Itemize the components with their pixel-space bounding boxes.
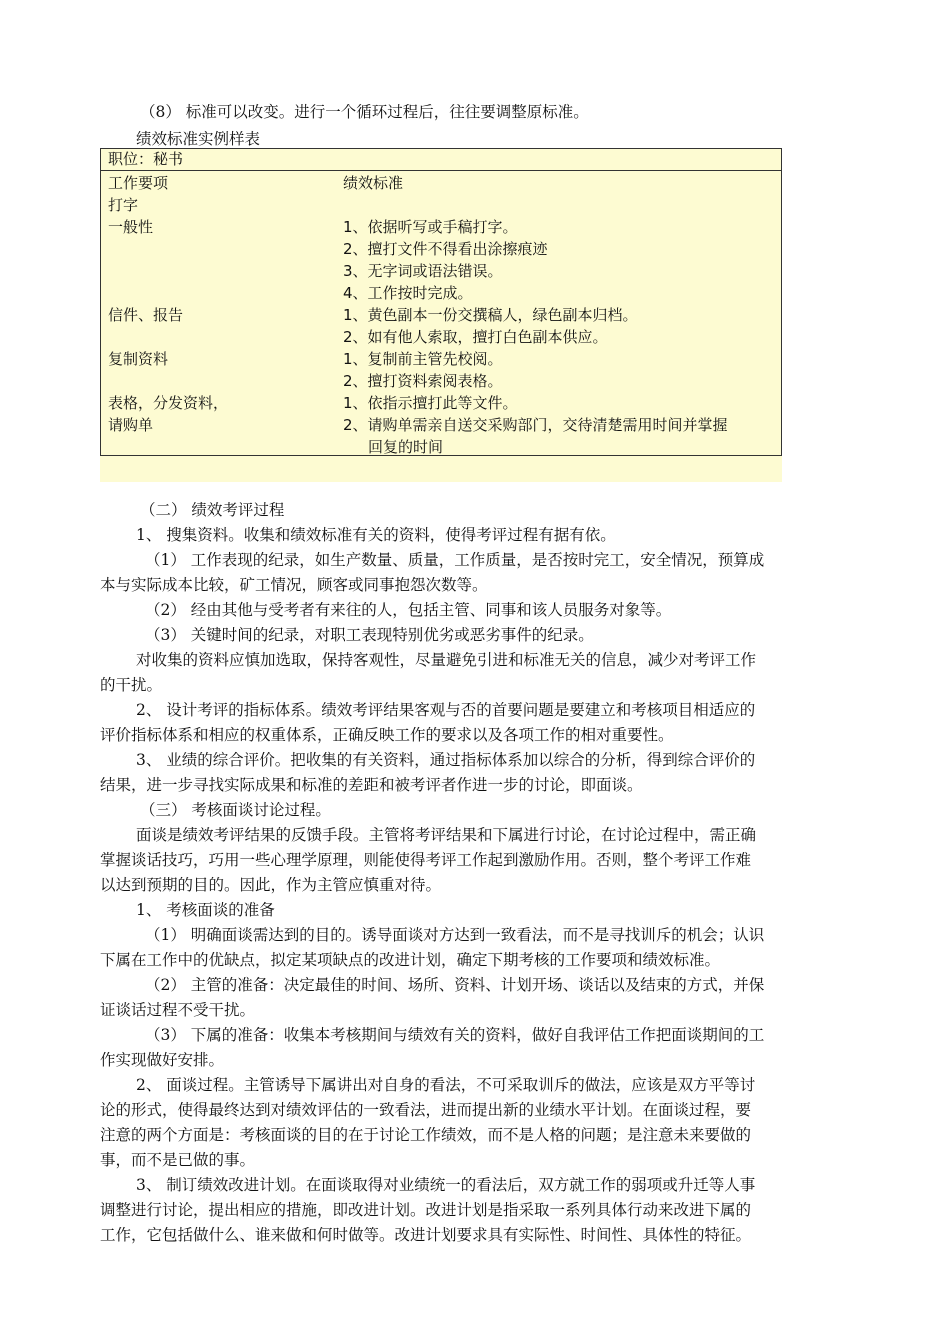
table-row-standard: 3、无字词或语法错误。 bbox=[343, 262, 503, 280]
paragraph-line: （3） 关键时间的纪录，对职工表现特别优劣或恶劣事件的纪录。 bbox=[145, 626, 594, 644]
paragraph-line: 3、 业绩的综合评价。把收集的有关资料，通过指标体系加以综合的分析，得到综合评价的 bbox=[136, 751, 756, 769]
paragraph-line: 作实现做好安排。 bbox=[100, 1051, 225, 1069]
table-row-standard: 1、依据听写或手稿打字。 bbox=[343, 218, 518, 236]
table-row-standard: 2、请购单需亲自送交采购部门，交待清楚需用时间并掌握 bbox=[343, 416, 728, 434]
paragraph-line: （2） 经由其他与受考者有来往的人，包括主管、同事和该人员服务对象等。 bbox=[145, 601, 672, 619]
paragraph-line: 调整进行讨论，提出相应的措施，即改进计划。改进计划是指采取一系列具体行动来改进下属的 bbox=[100, 1201, 752, 1219]
paragraph-line: 工作，它包括做什么、谁来做和何时做等。改进计划要求具有实际性、时间性、具体性的特征。 bbox=[100, 1226, 752, 1244]
paragraph-line: 1、 搜集资料。收集和绩效标准有关的资料，使得考评过程有据有依。 bbox=[136, 526, 616, 544]
table-row-standard: 2、如有他人索取，擅打白色副本供应。 bbox=[343, 328, 608, 346]
paragraph-line: 证谈话过程不受干扰。 bbox=[100, 1001, 256, 1019]
paragraph-line: （3） 下属的准备：收集本考核期间与绩效有关的资料，做好自我评估工作把面谈期间的工 bbox=[145, 1026, 765, 1044]
table-row-item: 信件、报告 bbox=[108, 306, 184, 324]
table-header-right: 绩效标准 bbox=[343, 174, 404, 192]
paragraph-line: （2） 主管的准备：决定最佳的时间、场所、资料、计划开场、谈话以及结束的方式，并保 bbox=[145, 976, 765, 994]
table-row-standard: 4、工作按时完成。 bbox=[343, 284, 473, 302]
table-position-label: 职位：秘书 bbox=[108, 150, 184, 168]
table-header-left: 工作要项 bbox=[108, 174, 169, 192]
paragraph-line: 面谈是绩效考评结果的反馈手段。主管将考评结果和下属进行讨论，在讨论过程中，需正确 bbox=[136, 826, 757, 844]
paragraph-line: 下属在工作中的优缺点，拟定某项缺点的改进计划，确定下期考核的工作要项和绩效标准。 bbox=[100, 951, 721, 969]
paragraph-line: 以达到预期的目的。因此，作为主管应慎重对待。 bbox=[100, 876, 442, 894]
table-divider bbox=[100, 170, 782, 171]
paragraph-line: 事，而不是已做的事。 bbox=[100, 1151, 256, 1169]
performance-standard-table bbox=[100, 148, 782, 482]
table-row-standard: 1、复制前主管先校阅。 bbox=[343, 350, 503, 368]
table-row-standard: 回复的时间 bbox=[368, 438, 444, 456]
paragraph-line: 对收集的资料应慎加选取，保持客观性，尽量避免引进和标准无关的信息，减少对考评工作 bbox=[136, 651, 757, 669]
table-row-standard: 2、擅打资料索阅表格。 bbox=[343, 372, 503, 390]
table-row-item: 打字 bbox=[108, 196, 139, 214]
table-row-item: 请购单 bbox=[108, 416, 154, 434]
paragraph-line: （1） 明确面谈需达到的目的。诱导面谈对方达到一致看法，而不是寻找训斥的机会；认识 bbox=[145, 926, 765, 944]
table-row-item: 复制资料 bbox=[108, 350, 169, 368]
table-caption: 绩效标准实例样表 bbox=[136, 130, 261, 148]
section-heading: （二） 绩效考评过程 bbox=[140, 501, 285, 519]
paragraph-line: 2、 面谈过程。主管诱导下属讲出对自身的看法，不可采取训斥的做法，应该是双方平等讨 bbox=[136, 1076, 756, 1094]
paragraph-line: 的干扰。 bbox=[100, 676, 163, 694]
paragraph-line: 3、 制订绩效改进计划。在面谈取得对业绩统一的看法后，双方就工作的弱项或升迁等人事 bbox=[136, 1176, 756, 1194]
table-row-standard: 2、擅打文件不得看出涂擦痕迹 bbox=[343, 240, 548, 258]
paragraph-line: 评价指标体系和相应的权重体系，正确反映工作的要求以及各项工作的相对重要性。 bbox=[100, 726, 674, 744]
paragraph-line: 注意的两个方面是：考核面谈的目的在于讨论工作绩效，而不是人格的问题；是注意未来要做的 bbox=[100, 1126, 752, 1144]
paragraph-line: 结果，进一步寻找实际成果和标准的差距和被考评者作进一步的讨论，即面谈。 bbox=[100, 776, 643, 794]
table-row-standard: 1、依指示擅打此等文件。 bbox=[343, 394, 518, 412]
paragraph-line: 掌握谈话技巧，巧用一些心理学原理，则能使得考评工作起到激励作用。否则，整个考评工作难 bbox=[100, 851, 752, 869]
table-row-item: 表格，分发资料， bbox=[108, 394, 229, 412]
paragraph-line: （1） 工作表现的纪录，如生产数量、质量，工作质量，是否按时完工，安全情况，预算成 bbox=[145, 551, 765, 569]
section-heading: （三） 考核面谈讨论过程。 bbox=[140, 801, 331, 819]
table-row-standard: 1、黄色副本一份交撰稿人，绿色副本归档。 bbox=[343, 306, 638, 324]
paragraph-line: 论的形式，使得最终达到对绩效评估的一致看法，进而提出新的业绩水平计划。在面谈过程，要 bbox=[100, 1101, 752, 1119]
subsection-heading: 1、 考核面谈的准备 bbox=[136, 901, 275, 919]
paragraph-line: 本与实际成本比较，矿工情况，顾客或同事抱怨次数等。 bbox=[100, 576, 488, 594]
table-row-item: 一般性 bbox=[108, 218, 154, 236]
paragraph-line: 2、 设计考评的指标体系。绩效考评结果客观与否的首要问题是要建立和考核项目相适应的 bbox=[136, 701, 756, 719]
intro-item-8: （8） 标准可以改变。进行一个循环过程后，往往要调整原标准。 bbox=[140, 103, 589, 121]
